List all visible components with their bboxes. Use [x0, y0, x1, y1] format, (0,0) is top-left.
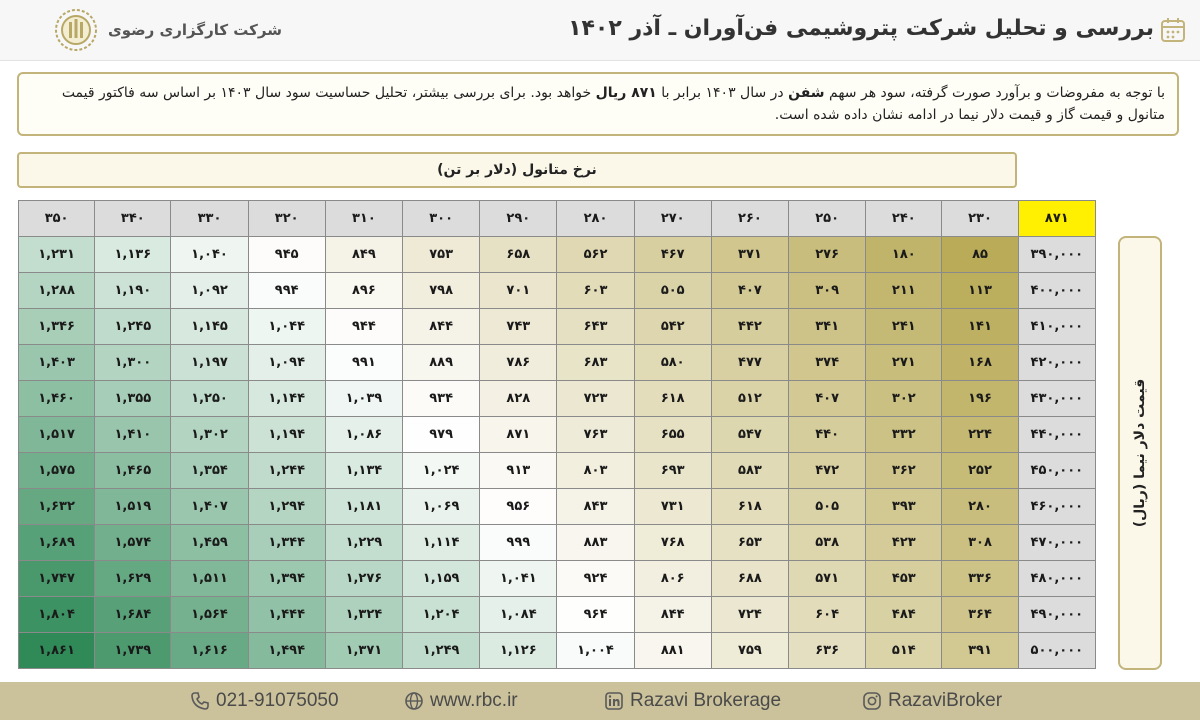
table-cell: ۵۳۸ [789, 525, 866, 561]
column-header: ۳۱۰ [325, 201, 402, 237]
table-cell: ۷۹۸ [403, 273, 480, 309]
table-cell: ۲۸۰ [942, 489, 1018, 525]
table-cell: ۱,۱۹۰ [95, 273, 171, 309]
table-cell: ۹۷۹ [403, 417, 480, 453]
table-cell: ۶۱۸ [634, 381, 711, 417]
table-cell: ۱۴۱ [942, 309, 1018, 345]
table-cell: ۷۵۳ [403, 237, 480, 273]
table-cell: ۱,۴۴۴ [248, 597, 325, 633]
table-cell: ۱,۲۷۶ [325, 561, 402, 597]
column-header: ۲۴۰ [866, 201, 942, 237]
table-cell: ۱,۴۹۴ [248, 633, 325, 669]
table-cell: ۸۴۴ [403, 309, 480, 345]
table-row [19, 597, 1096, 633]
table-cell: ۱۶۸ [942, 345, 1018, 381]
table-cell: ۵۰۵ [789, 489, 866, 525]
table-cell: ۳۰۹ [789, 273, 866, 309]
intro-symbol: شفن [788, 85, 825, 101]
table-cell: ۱,۴۰۷ [171, 489, 248, 525]
table-cell: ۷۳۱ [634, 489, 711, 525]
table-cell: ۸۸۱ [634, 633, 711, 669]
footer-website[interactable] [404, 682, 518, 720]
table-cell: ۱,۲۲۹ [325, 525, 402, 561]
footer-website-text: www.rbc.ir [430, 690, 518, 711]
table-cell: ۵۸۳ [711, 453, 788, 489]
intro-eps: ۸۷۱ ریال [595, 85, 657, 101]
table-cell: ۱۹۶ [942, 381, 1018, 417]
table-cell: ۱,۰۰۴ [557, 633, 634, 669]
table-cell: ۸۰۶ [634, 561, 711, 597]
table-cell: ۶۳۶ [789, 633, 866, 669]
table-cell: ۹۹۹ [480, 525, 557, 561]
table-cell: ۲۵۲ [942, 453, 1018, 489]
row-header: ۴۴۰,۰۰۰ [1018, 417, 1095, 453]
table-cell: ۱,۲۴۴ [248, 453, 325, 489]
row-header: ۴۸۰,۰۰۰ [1018, 561, 1095, 597]
table-cell: ۱,۰۸۴ [480, 597, 557, 633]
footer-phone[interactable] [190, 682, 339, 720]
table-cell: ۷۵۹ [711, 633, 788, 669]
corner-eps-cell: ۸۷۱ [1018, 201, 1095, 237]
table-cell: ۱,۵۷۴ [95, 525, 171, 561]
table-cell: ۳۴۱ [789, 309, 866, 345]
footer-linkedin[interactable] [604, 682, 781, 720]
table-cell: ۵۰۵ [634, 273, 711, 309]
table-cell: ۳۰۲ [866, 381, 942, 417]
table-cell: ۴۵۳ [866, 561, 942, 597]
linkedin-icon [604, 691, 624, 711]
table-cell: ۴۶۷ [634, 237, 711, 273]
table-cell: ۶۸۳ [557, 345, 634, 381]
intro-part3: خواهد بود. برای بررسی بیشتر، تحلیل حساسیت سود سال ۱۴۰۳ بر اساس سه فاکتور قیمت متانول و قیمت گاز و قیمت دلار نیما در ادامه نشان داده شده است. [61, 85, 1165, 123]
table-cell: ۵۱۴ [866, 633, 942, 669]
table-cell: ۲۱۱ [866, 273, 942, 309]
table-cell: ۱,۳۲۴ [325, 597, 402, 633]
table-cell: ۱,۰۹۴ [248, 345, 325, 381]
table-row [19, 381, 1096, 417]
table-cell: ۶۵۵ [634, 417, 711, 453]
page-header [0, 0, 1200, 61]
table-cell: ۱,۰۸۶ [325, 417, 402, 453]
table-cell: ۳۷۱ [711, 237, 788, 273]
table-cell: ۱,۳۷۱ [325, 633, 402, 669]
table-cell: ۱,۱۱۴ [403, 525, 480, 561]
column-header: ۲۵۰ [789, 201, 866, 237]
row-header: ۴۰۰,۰۰۰ [1018, 273, 1095, 309]
table-cell: ۱,۱۹۴ [248, 417, 325, 453]
brand-name: شرکت کارگزاری رضوی [108, 21, 282, 39]
table-cell: ۸۴۳ [557, 489, 634, 525]
column-header: ۲۸۰ [557, 201, 634, 237]
table-cell: ۳۷۴ [789, 345, 866, 381]
table-cell: ۱,۶۸۹ [19, 525, 95, 561]
table-row [19, 273, 1096, 309]
table-cell: ۱,۱۴۵ [171, 309, 248, 345]
table-cell: ۱,۰۶۹ [403, 489, 480, 525]
table-cell: ۱,۲۹۴ [248, 489, 325, 525]
table-cell: ۱,۳۵۵ [95, 381, 171, 417]
brand [54, 8, 282, 52]
table-cell: ۶۹۳ [634, 453, 711, 489]
table-cell: ۳۳۶ [942, 561, 1018, 597]
table-row [19, 309, 1096, 345]
table-cell: ۱,۱۲۶ [480, 633, 557, 669]
table-cell: ۵۱۲ [711, 381, 788, 417]
table-cell: ۴۰۷ [711, 273, 788, 309]
footer-instagram-text: RazaviBroker [888, 690, 1003, 711]
row-header: ۴۹۰,۰۰۰ [1018, 597, 1095, 633]
row-header: ۴۱۰,۰۰۰ [1018, 309, 1095, 345]
table-row [19, 345, 1096, 381]
table-cell: ۹۱۳ [480, 453, 557, 489]
table-cell: ۳۶۴ [942, 597, 1018, 633]
table-cell: ۴۷۲ [789, 453, 866, 489]
instagram-icon [862, 691, 882, 711]
table-cell: ۱,۶۲۹ [95, 561, 171, 597]
table-cell: ۹۹۴ [248, 273, 325, 309]
row-axis-label [1118, 236, 1162, 670]
table-cell: ۱,۳۴۴ [248, 525, 325, 561]
table-cell: ۴۲۳ [866, 525, 942, 561]
table-cell: ۱,۲۸۸ [19, 273, 95, 309]
table-cell: ۱,۷۴۷ [19, 561, 95, 597]
table-cell: ۷۶۸ [634, 525, 711, 561]
table-cell: ۱,۳۵۴ [171, 453, 248, 489]
table-cell: ۱,۶۳۲ [19, 489, 95, 525]
footer [0, 682, 1200, 720]
table-cell: ۶۰۳ [557, 273, 634, 309]
table-cell: ۹۴۵ [248, 237, 325, 273]
row-header: ۴۶۰,۰۰۰ [1018, 489, 1095, 525]
phone-icon [190, 691, 210, 711]
column-header: ۲۳۰ [942, 201, 1018, 237]
table-cell: ۱,۳۰۰ [95, 345, 171, 381]
table-header-row [19, 201, 1096, 237]
table-cell: ۹۴۴ [325, 309, 402, 345]
column-header: ۳۳۰ [171, 201, 248, 237]
row-header: ۴۷۰,۰۰۰ [1018, 525, 1095, 561]
table-cell: ۱,۵۱۷ [19, 417, 95, 453]
table-cell: ۶۴۳ [557, 309, 634, 345]
table-cell: ۷۲۴ [711, 597, 788, 633]
footer-linkedin-text: Razavi Brokerage [630, 690, 782, 711]
table-cell: ۱,۴۵۹ [171, 525, 248, 561]
table-cell: ۶۱۸ [711, 489, 788, 525]
table-cell: ۷۰۱ [480, 273, 557, 309]
table-cell: ۱,۰۴۱ [480, 561, 557, 597]
table-cell: ۱,۳۴۶ [19, 309, 95, 345]
table-row [19, 633, 1096, 669]
table-cell: ۱,۵۱۹ [95, 489, 171, 525]
table-cell: ۹۲۴ [557, 561, 634, 597]
table-cell: ۱,۴۶۰ [19, 381, 95, 417]
table-cell: ۲۴۱ [866, 309, 942, 345]
table-cell: ۱,۰۲۴ [403, 453, 480, 489]
table-cell: ۷۶۳ [557, 417, 634, 453]
table-cell: ۱,۸۶۱ [19, 633, 95, 669]
table-cell: ۱,۱۳۶ [95, 237, 171, 273]
table-cell: ۲۲۴ [942, 417, 1018, 453]
table-cell: ۱۸۰ [866, 237, 942, 273]
table-cell: ۹۳۴ [403, 381, 480, 417]
column-axis-label: نرخ متانول (دلار بر تن) [17, 152, 1017, 188]
column-header: ۳۰۰ [403, 201, 480, 237]
column-header: ۳۲۰ [248, 201, 325, 237]
table-cell: ۱,۰۴۰ [171, 237, 248, 273]
table-cell: ۲۷۶ [789, 237, 866, 273]
table-row [19, 561, 1096, 597]
table-cell: ۸۵ [942, 237, 1018, 273]
row-header: ۴۳۰,۰۰۰ [1018, 381, 1095, 417]
table-cell: ۴۷۷ [711, 345, 788, 381]
row-axis-label-text: قیمت دلار نیما (ریال) [1132, 378, 1148, 528]
table-cell: ۵۴۷ [711, 417, 788, 453]
table-cell: ۲۷۱ [866, 345, 942, 381]
table-cell: ۱,۶۱۶ [171, 633, 248, 669]
table-cell: ۶۵۳ [711, 525, 788, 561]
table-cell: ۸۴۴ [634, 597, 711, 633]
column-header: ۳۴۰ [95, 201, 171, 237]
table-cell: ۱,۵۶۴ [171, 597, 248, 633]
table-cell: ۵۷۱ [789, 561, 866, 597]
table-cell: ۱۱۳ [942, 273, 1018, 309]
row-header: ۵۰۰,۰۰۰ [1018, 633, 1095, 669]
calendar-icon [1160, 17, 1186, 43]
column-header: ۲۶۰ [711, 201, 788, 237]
table-cell: ۱,۱۵۹ [403, 561, 480, 597]
table-cell: ۱,۲۳۱ [19, 237, 95, 273]
table-cell: ۷۸۶ [480, 345, 557, 381]
table-cell: ۹۵۶ [480, 489, 557, 525]
table-cell: ۸۸۹ [403, 345, 480, 381]
table-cell: ۱,۸۰۴ [19, 597, 95, 633]
table-cell: ۶۰۴ [789, 597, 866, 633]
table-cell: ۴۴۰ [789, 417, 866, 453]
table-cell: ۴۴۲ [711, 309, 788, 345]
table-cell: ۵۶۲ [557, 237, 634, 273]
column-header: ۲۹۰ [480, 201, 557, 237]
table-cell: ۸۹۶ [325, 273, 402, 309]
table-cell: ۶۸۸ [711, 561, 788, 597]
brand-logo-icon [54, 8, 98, 52]
table-row [19, 453, 1096, 489]
table-cell: ۱,۲۴۵ [95, 309, 171, 345]
table-cell: ۸۲۸ [480, 381, 557, 417]
table-cell: ۹۶۴ [557, 597, 634, 633]
table-cell: ۱,۰۹۲ [171, 273, 248, 309]
table-cell: ۱,۴۰۳ [19, 345, 95, 381]
table-cell: ۳۹۳ [866, 489, 942, 525]
table-cell: ۱,۲۴۹ [403, 633, 480, 669]
row-header: ۳۹۰,۰۰۰ [1018, 237, 1095, 273]
table-cell: ۱,۰۴۴ [248, 309, 325, 345]
footer-phone-text: 021-91075050 [216, 690, 339, 711]
table-cell: ۳۳۲ [866, 417, 942, 453]
table-cell: ۸۸۳ [557, 525, 634, 561]
table-cell: ۳۰۸ [942, 525, 1018, 561]
table-cell: ۳۹۱ [942, 633, 1018, 669]
column-header: ۲۷۰ [634, 201, 711, 237]
table-cell: ۸۰۳ [557, 453, 634, 489]
footer-instagram[interactable] [862, 682, 1002, 720]
intro-part1: با توجه به مفروضات و برآورد صورت گرفته، سود هر سهم [824, 85, 1165, 101]
table-cell: ۸۴۹ [325, 237, 402, 273]
table-cell: ۱,۷۳۹ [95, 633, 171, 669]
table-cell: ۵۴۲ [634, 309, 711, 345]
table-cell: ۱,۳۹۴ [248, 561, 325, 597]
table-cell: ۱,۱۴۴ [248, 381, 325, 417]
table-cell: ۹۹۱ [325, 345, 402, 381]
table-cell: ۸۷۱ [480, 417, 557, 453]
table-cell: ۵۸۰ [634, 345, 711, 381]
table-cell: ۱,۴۶۵ [95, 453, 171, 489]
table-cell: ۱,۴۱۰ [95, 417, 171, 453]
page-title: بررسی و تحلیل شرکت پتروشیمی فن‌آوران ـ آذر ۱۴۰۲ [568, 16, 1154, 41]
row-header: ۴۵۰,۰۰۰ [1018, 453, 1095, 489]
sensitivity-table [18, 200, 1096, 669]
table-cell: ۱,۵۱۱ [171, 561, 248, 597]
table-cell: ۳۶۲ [866, 453, 942, 489]
table-row [19, 525, 1096, 561]
table-cell: ۱,۵۷۵ [19, 453, 95, 489]
intro-text [17, 72, 1179, 136]
table-cell: ۴۸۴ [866, 597, 942, 633]
table-row [19, 237, 1096, 273]
table-cell: ۷۲۳ [557, 381, 634, 417]
table-cell: ۱,۲۰۴ [403, 597, 480, 633]
table-row [19, 489, 1096, 525]
table-cell: ۱,۳۰۲ [171, 417, 248, 453]
table-cell: ۱,۱۹۷ [171, 345, 248, 381]
intro-part2: در سال ۱۴۰۳ برابر با [656, 85, 789, 101]
table-cell: ۱,۱۸۱ [325, 489, 402, 525]
column-header: ۳۵۰ [19, 201, 95, 237]
table-cell: ۶۵۸ [480, 237, 557, 273]
table-cell: ۱,۱۳۴ [325, 453, 402, 489]
table-row [19, 417, 1096, 453]
table-cell: ۷۴۳ [480, 309, 557, 345]
globe-icon [404, 691, 424, 711]
table-cell: ۱,۲۵۰ [171, 381, 248, 417]
table-cell: ۱,۶۸۴ [95, 597, 171, 633]
table-cell: ۴۰۷ [789, 381, 866, 417]
table-cell: ۱,۰۳۹ [325, 381, 402, 417]
row-header: ۴۲۰,۰۰۰ [1018, 345, 1095, 381]
